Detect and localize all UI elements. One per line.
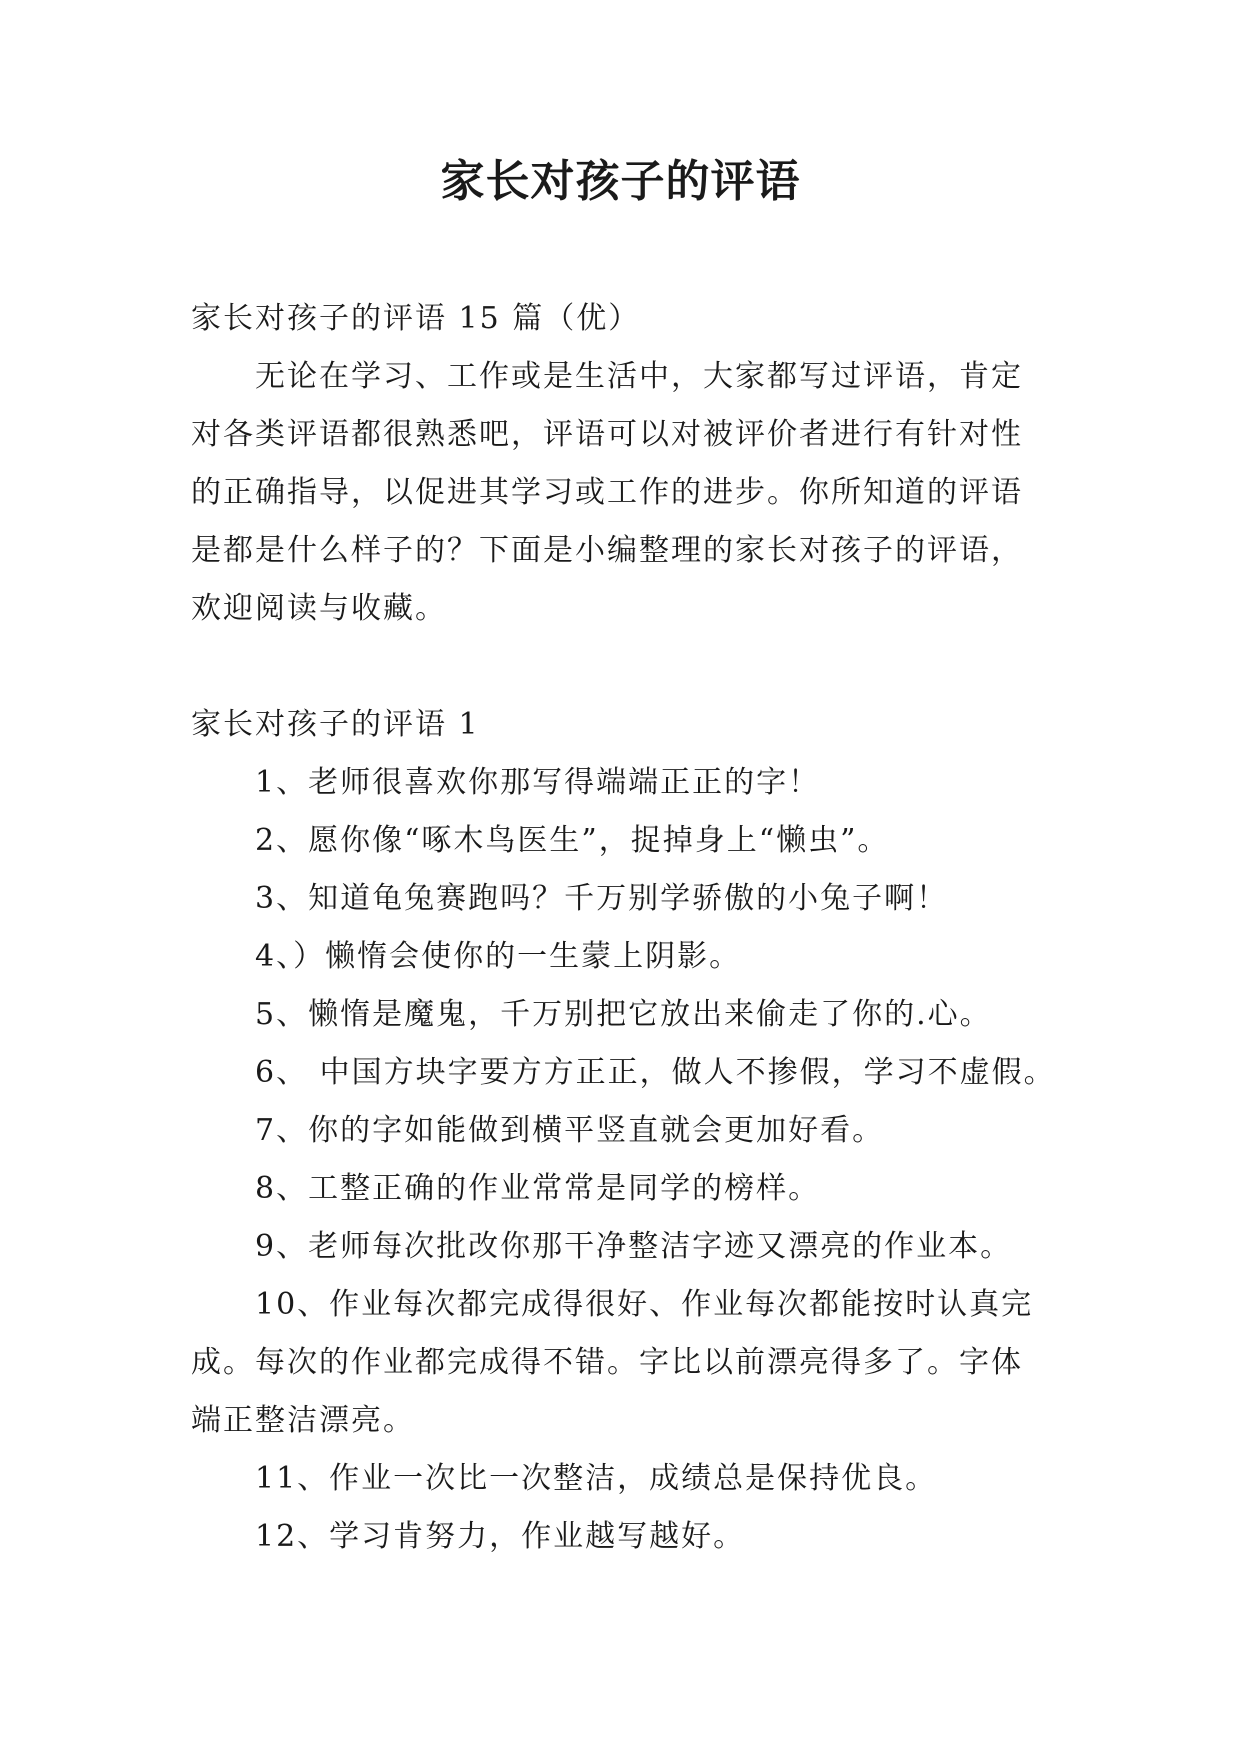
list-item: 11、作业一次比一次整洁，成绩总是保持优良。 (255, 1461, 938, 1496)
list-item: 5、懒惰是魔鬼，千万别把它放出来偷走了你的.心。 (255, 997, 992, 1032)
list-item: 1、老师很喜欢你那写得端端正正的字！ (255, 765, 821, 800)
intro-line: 欢迎阅读与收藏。 (191, 591, 447, 626)
intro-line: 是都是什么样子的？下面是小编整理的家长对孩子的评语， (191, 533, 1023, 568)
intro-line: 对各类评语都很熟悉吧，评语可以对被评价者进行有针对性 (191, 417, 1023, 452)
document-title: 家长对孩子的评语 (440, 156, 801, 207)
intro-line: 无论在学习、工作或是生活中，大家都写过评语，肯定 (255, 359, 1023, 394)
list-item: 6、 中国方块字要方方正正，做人不掺假，学习不虚假。 (255, 1055, 1056, 1090)
list-item: 4、）懒惰会使你的一生蒙上阴影。 (255, 939, 742, 974)
list-item-10-line: 端正整洁漂亮。 (191, 1403, 415, 1438)
spacer (191, 638, 1071, 696)
document-body (191, 290, 1071, 1566)
list-item-10-line: 10、作业每次都完成得很好、作业每次都能按时认真完 (255, 1287, 1034, 1322)
list-item-10-line: 成。每次的作业都完成得不错。字比以前漂亮得多了。字体 (191, 1345, 1023, 1380)
section-heading: 家长对孩子的评语 1 (191, 707, 480, 742)
list-item: 7、你的字如能做到横平竖直就会更加好看。 (255, 1113, 885, 1148)
list-item: 2、愿你像“啄木鸟医生”，捉掉身上“懒虫”。 (255, 823, 890, 858)
list-item: 3、知道龟兔赛跑吗？千万别学骄傲的小兔子啊！ (255, 881, 949, 916)
document-subtitle: 家长对孩子的评语 15 篇（优） (191, 301, 641, 336)
intro-line: 的正确指导，以促进其学习或工作的进步。你所知道的评语 (191, 475, 1023, 510)
list-item: 12、学习肯努力，作业越写越好。 (255, 1519, 746, 1554)
list-item: 8、工整正确的作业常常是同学的榜样。 (255, 1171, 821, 1206)
list-item: 9、老师每次批改你那干净整洁字迹又漂亮的作业本。 (255, 1229, 1013, 1264)
